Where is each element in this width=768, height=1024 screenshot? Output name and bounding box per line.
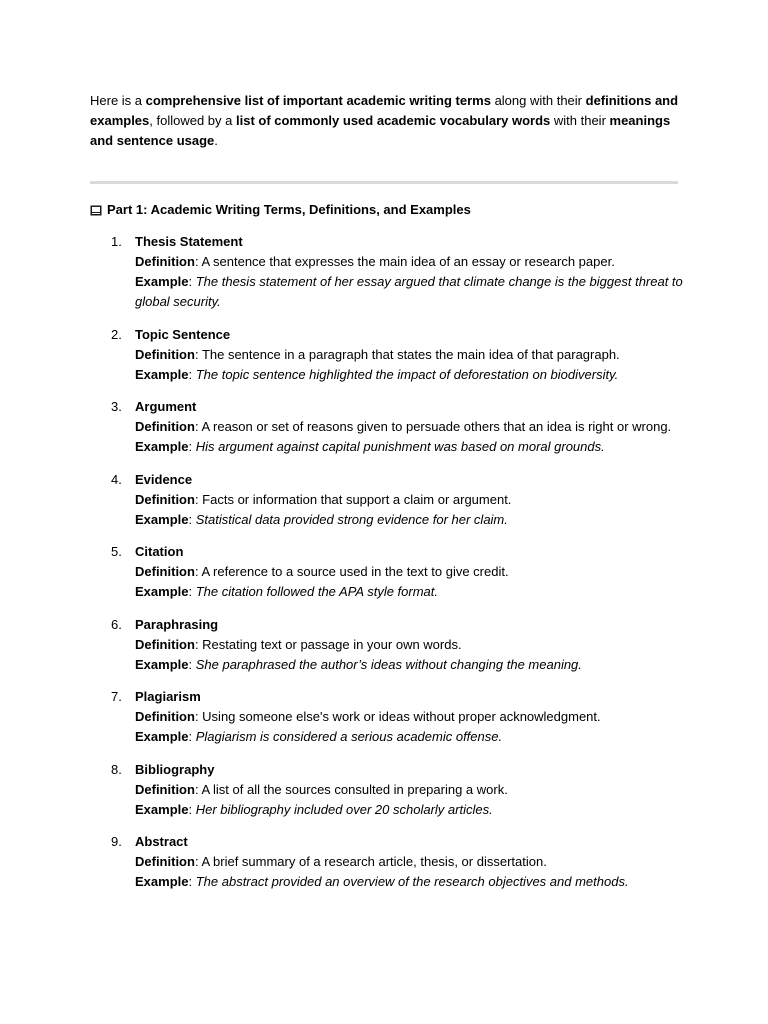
term-number: 6.	[111, 616, 122, 632]
term-example-line	[135, 655, 690, 675]
definition-text: A reason or set of reasons given to persuade others that an idea is right or wrong.	[201, 419, 672, 434]
term-number: 5.	[111, 544, 122, 559]
term-title: Thesis Statement	[135, 234, 243, 249]
example-label: Example	[135, 274, 189, 289]
example-text: The thesis statement of her essay argued that climate change is the biggest threat to global security.	[135, 274, 683, 309]
term-example-line	[135, 272, 690, 312]
term-definition-line	[135, 345, 690, 365]
example-label: Example	[135, 656, 189, 672]
term-definition-line	[135, 707, 690, 727]
definition-text: The sentence in a paragraph that states the main idea of that paragraph.	[201, 346, 620, 362]
term-definition-line	[135, 852, 690, 872]
section-heading-text: Part 1: Academic Writing Terms, Definitions, and Examples	[107, 202, 471, 217]
term-example-line	[135, 727, 690, 747]
example-label: Example	[135, 801, 189, 817]
label-colon: :	[194, 254, 202, 269]
intro-text-1: Here is a	[90, 93, 146, 108]
horizontal-divider	[90, 181, 678, 184]
intro-bold-2: definitions and examples	[90, 93, 679, 128]
definition-label: Definition	[135, 854, 195, 869]
term-example-line	[135, 872, 690, 892]
term-title: Plagiarism	[135, 689, 201, 704]
example-text: His argument against capital punishment was based on moral grounds.	[195, 439, 605, 454]
intro-text-3: , followed by a	[149, 113, 236, 128]
example-label: Example	[135, 584, 189, 599]
example-label: Example	[135, 511, 189, 527]
label-colon: :	[188, 439, 196, 454]
label-colon: :	[188, 274, 196, 289]
term-definition-line	[135, 635, 690, 655]
example-text: The abstract provided an overview of the research objectives and methods.	[195, 874, 629, 889]
term-title: Citation	[135, 544, 184, 559]
definition-label: Definition	[135, 491, 195, 507]
term-item	[90, 760, 690, 820]
term-title: Abstract	[135, 834, 188, 849]
term-item	[90, 325, 690, 385]
label-colon: :	[194, 636, 203, 652]
term-title: Argument	[135, 399, 197, 414]
definition-label: Definition	[135, 254, 195, 269]
term-example-line	[135, 437, 690, 457]
label-colon: :	[194, 564, 202, 579]
term-item	[90, 470, 690, 530]
definition-text: A brief summary of a research article, thesis, or dissertation.	[201, 854, 547, 869]
definition-label: Definition	[135, 564, 195, 579]
term-definition-line	[135, 780, 690, 800]
definition-label: Definition	[135, 419, 195, 434]
example-label: Example	[135, 366, 189, 382]
intro-paragraph	[90, 91, 680, 151]
term-item	[90, 542, 690, 602]
term-number: 2.	[111, 326, 122, 342]
term-item	[90, 232, 690, 312]
label-colon: :	[188, 729, 196, 744]
label-colon: :	[188, 584, 196, 599]
term-title: Bibliography	[135, 761, 215, 777]
term-example-line	[135, 800, 690, 820]
term-definition-line	[135, 490, 690, 510]
term-example-line	[135, 365, 690, 385]
intro-bold-3: list of commonly used academic vocabulary words	[235, 113, 551, 128]
term-title: Topic Sentence	[135, 326, 231, 342]
label-colon: :	[188, 656, 196, 672]
term-example-line	[135, 510, 690, 530]
term-number: 8.	[111, 761, 122, 777]
label-colon: :	[194, 854, 202, 869]
term-number: 1.	[111, 234, 122, 249]
term-number: 4.	[111, 471, 122, 487]
definition-label: Definition	[135, 781, 195, 797]
label-colon: :	[194, 419, 202, 434]
definition-text: A list of all the sources consulted in preparing a work.	[201, 781, 508, 797]
term-title: Evidence	[135, 471, 193, 487]
definition-label: Definition	[135, 709, 195, 724]
label-colon: :	[188, 366, 196, 382]
example-text: Her bibliography included over 20 scholarly articles.	[195, 801, 493, 817]
example-label: Example	[135, 729, 189, 744]
term-definition-line	[135, 417, 690, 437]
section-heading	[90, 200, 471, 220]
example-text: Plagiarism is considered a serious academic offense.	[195, 729, 503, 744]
definition-text: A sentence that expresses the main idea of an essay or research paper.	[201, 254, 615, 269]
term-title: Paraphrasing	[135, 616, 219, 632]
term-item	[90, 687, 690, 747]
term-number: 7.	[111, 689, 122, 704]
term-number: 9.	[111, 834, 122, 849]
example-text: The citation followed the APA style format.	[195, 584, 439, 599]
example-label: Example	[135, 439, 189, 454]
example-label: Example	[135, 874, 189, 889]
intro-text-2: along with their	[490, 93, 586, 108]
term-definition-line	[135, 252, 690, 272]
example-text: Statistical data provided strong evidence for her claim.	[195, 511, 508, 527]
example-text: She paraphrased the author’s ideas without changing the meaning.	[195, 656, 582, 672]
term-item	[90, 615, 690, 675]
definition-label: Definition	[135, 636, 195, 652]
example-text: The topic sentence highlighted the impact of deforestation on biodiversity.	[195, 366, 619, 382]
label-colon: :	[188, 874, 196, 889]
label-colon: :	[194, 781, 202, 797]
term-definition-line	[135, 562, 690, 582]
intro-text-4: with their	[550, 113, 610, 128]
intro-bold-4: meanings and sentence usage	[90, 113, 671, 148]
term-example-line	[135, 582, 690, 602]
term-item	[90, 397, 690, 457]
term-item	[90, 832, 690, 892]
label-colon: :	[188, 801, 196, 817]
definition-text: Facts or information that support a claim or argument.	[202, 491, 512, 507]
intro-text-5: .	[214, 133, 218, 148]
terms-list	[90, 232, 690, 905]
label-colon: :	[194, 709, 203, 724]
label-colon: :	[194, 491, 203, 507]
term-number: 3.	[111, 399, 122, 414]
definition-text: Using someone else's work or ideas without proper acknowledgment.	[202, 709, 601, 724]
label-colon: :	[194, 346, 202, 362]
label-colon: :	[188, 511, 196, 527]
definition-text: A reference to a source used in the text to give credit.	[201, 564, 509, 579]
book-icon	[90, 205, 102, 216]
definition-label: Definition	[135, 346, 195, 362]
definition-text: Restating text or passage in your own words.	[202, 636, 462, 652]
intro-bold-1: comprehensive list of important academic writing terms	[145, 93, 491, 108]
